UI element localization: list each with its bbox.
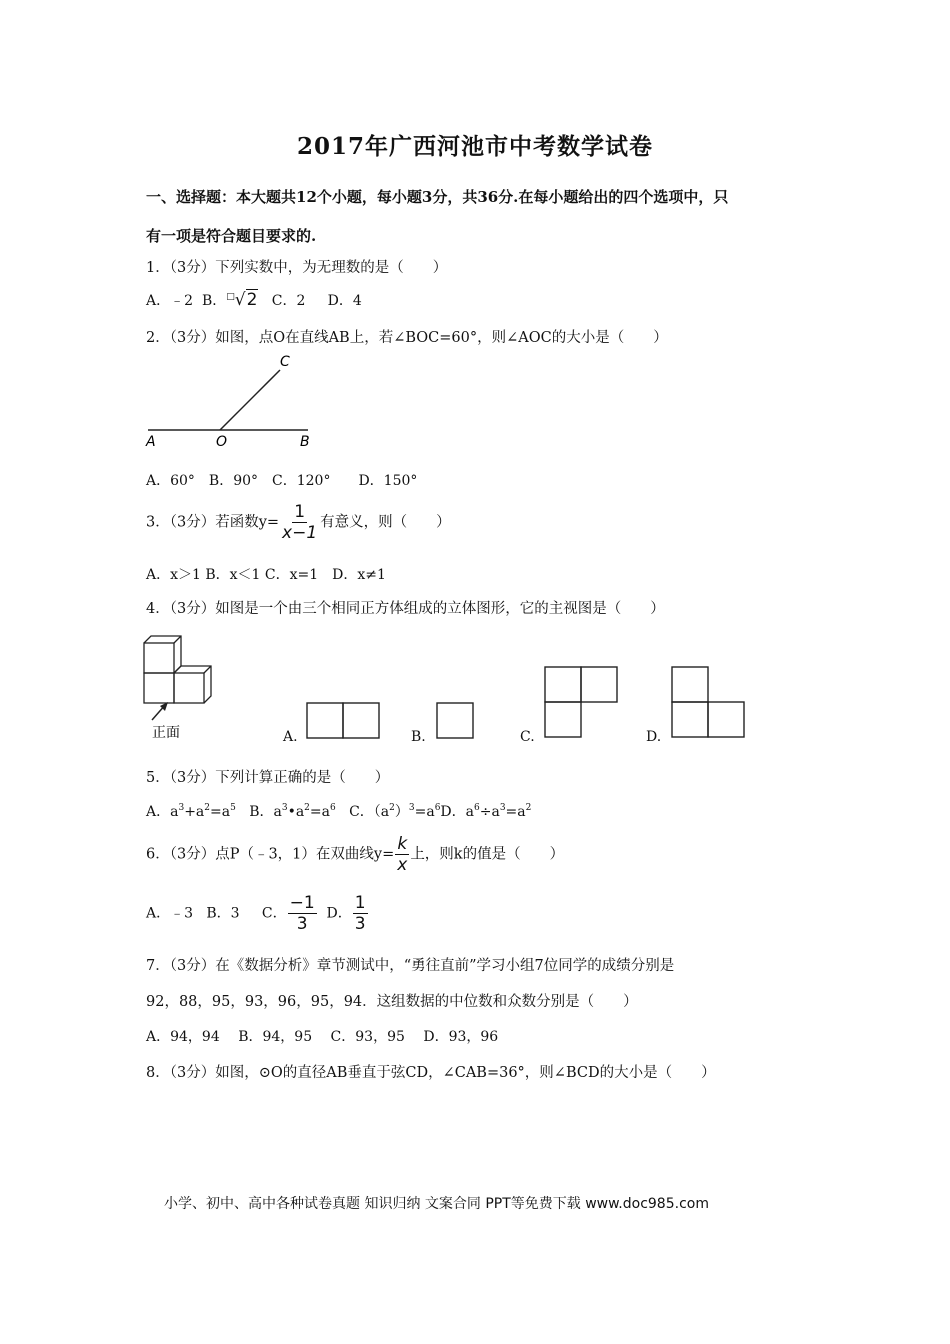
q6-option-d-fraction: $\frac{1}{3}$	[354, 893, 366, 934]
page-title: 2017年广西河池市中考数学试卷	[296, 133, 653, 160]
q1-option-a: A．﹣2	[146, 293, 194, 309]
q6-numerator: k	[397, 834, 408, 854]
q4-stem: 4．（3分）如图是一个由三个相同正方体组成的立体图形，它的主视图是（ ）	[146, 601, 665, 617]
q5-option-b: B．$a^3•a^2=a^6$	[249, 803, 336, 820]
q2-options: A．60° B．90° C．120° D．150°	[146, 473, 418, 489]
q1-options	[146, 290, 362, 310]
q1-option-c: C．2	[271, 293, 306, 309]
q6-fraction	[395, 834, 409, 875]
q4-option-d-label: D.	[646, 729, 662, 745]
label-a: A	[146, 434, 156, 450]
q4-solid-figure	[140, 634, 230, 744]
q3-stem-post: 有意义，则（ ）	[320, 514, 451, 531]
q8-stem: 8．（3分）如图，⊙O的直径AB垂直于弦CD，∠CAB=36°，则∠BCD的大小是（ ）	[146, 1065, 716, 1081]
q2-stem: 2．（3分）如图，点O在直线AB上，若∠BOC=60°，则∠AOC的大小是（ ）	[146, 330, 668, 346]
q3-stem-pre: 3．（3分）若函数y=	[146, 514, 280, 531]
q7-stem-line1: 7．（3分）在《数据分析》章节测试中，“勇往直前”学习小组7位同学的成绩分别是	[146, 958, 675, 974]
q3-fraction	[280, 502, 319, 543]
section-heading-line2: 有一项是符合题目要求的.	[146, 227, 317, 245]
q4-option-c-label: C.	[520, 729, 535, 745]
label-o: O	[216, 434, 228, 450]
q4-option-a-label: A.	[283, 729, 298, 745]
q6-options	[146, 893, 369, 934]
q4-option-c-figure	[544, 666, 620, 740]
q7-stem-line2: 92，88，95，93，96，95，94．这组数据的中位数和众数分别是（ ）	[146, 994, 638, 1010]
q3-numerator: 1	[294, 502, 306, 522]
q6-option-c: C．	[261, 905, 287, 922]
q5-option-a: A．$a^3+a^2=a^5$	[146, 803, 236, 820]
q4-option-a-figure	[306, 702, 382, 740]
q1-stem: 1．（3分）下列实数中，为无理数的是（ ）	[146, 260, 448, 276]
q6-stem-pre: 6．（3分）点P（﹣3，1）在双曲线y=	[146, 846, 395, 863]
q6-stem-post: 上，则k的值是（ ）	[410, 846, 565, 863]
q6-option-d: D．	[326, 905, 352, 922]
section-heading-line1: 一、选择题：本大题共12个小题，每小题3分，共36分.在每小题给出的四个选项中，只	[146, 188, 729, 206]
q1-option-b: B．	[201, 293, 227, 309]
q1-radical: □√2	[226, 290, 258, 310]
q3-denominator: x−1	[282, 523, 318, 543]
q6-option-c-fraction: $\frac{-1}{3}$	[289, 893, 315, 934]
q5-option-d: D．$a^6\div a^3=a^2$	[440, 803, 532, 820]
q3-options: A．x＞1 B．x＜1 C．x=1 D．x≠1	[146, 567, 386, 583]
ray-oc	[220, 370, 280, 430]
q4-option-b-label: B.	[411, 729, 426, 745]
q2-figure	[140, 350, 330, 450]
q6-option-b: B．3	[206, 905, 240, 922]
front-label: 正面	[152, 725, 180, 741]
q6-stem	[146, 834, 564, 875]
q4-option-b-figure	[436, 702, 476, 740]
q1-radicand: 2	[246, 290, 258, 310]
q6-option-a: A．﹣3	[146, 905, 194, 922]
q1-radical-index: □	[226, 292, 235, 302]
q5-option-c: C．$(a^2)^3=a^6$	[349, 803, 441, 820]
q6-denominator: x	[397, 855, 408, 875]
q4-option-d-figure	[671, 666, 747, 740]
q1-option-d: D．4	[327, 293, 362, 309]
footer-text: 小学、初中、高中各种试卷真题 知识归纳 文案合同 PPT等免费下载 www.doc985.com	[164, 1196, 709, 1212]
label-c: C	[280, 354, 290, 370]
label-b: B	[300, 434, 310, 450]
q7-options: A．94，94 B．94，95 C．93，95 D．93，96	[146, 1029, 499, 1045]
q5-stem: 5．（3分）下列计算正确的是（ ）	[146, 770, 390, 786]
q5-options	[146, 801, 531, 821]
q3-stem	[146, 502, 451, 543]
